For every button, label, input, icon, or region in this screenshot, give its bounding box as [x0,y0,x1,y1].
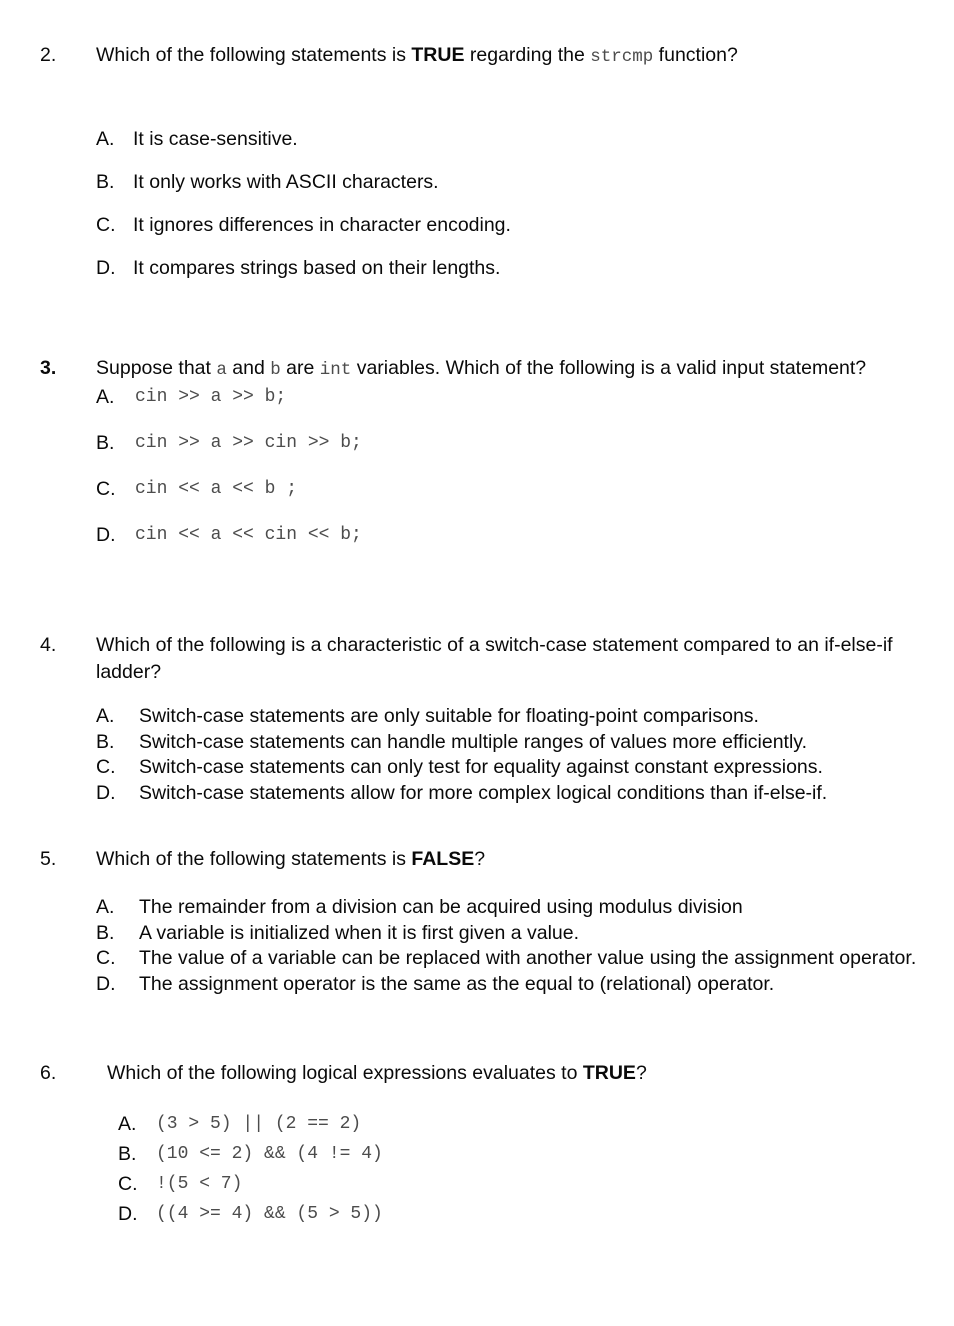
question-5-header [40,846,940,873]
question-2-prompt-seg-1: Which of the following statements is [96,44,412,66]
option-4-c-letter: C. [96,756,116,778]
option-2-c-text: It ignores differences in character encoding. [133,214,511,236]
option-6-b[interactable] [118,1139,940,1169]
option-2-d[interactable] [96,255,940,281]
question-block-2 [40,42,940,298]
question-3-prompt-code-a: a [216,360,227,380]
question-block-5 [40,846,940,997]
question-2-prompt-seg-2: TRUE [411,44,465,66]
question-3-prompt-code-b: b [270,360,281,380]
question-6-prompt-emphasis: TRUE [582,1062,636,1084]
option-3-d-text: cin << a << cin << b; [135,525,362,545]
question-3-options [96,384,940,549]
option-5-d[interactable] [96,972,940,998]
option-4-b-letter: B. [96,730,115,753]
option-2-d-text: It compares strings based on their lengths. [133,257,501,279]
option-3-c-letter: C. [96,478,116,500]
option-3-b-letter: B. [96,432,115,454]
option-5-c[interactable] [96,946,940,972]
question-2-header [40,42,940,71]
option-5-b[interactable] [96,921,940,947]
option-4-a-letter: A. [96,705,115,727]
question-4-options [96,704,940,806]
question-2-prompt-seg-5: function? [653,44,738,66]
option-4-a[interactable] [96,704,940,730]
option-6-c-text: !(5 < 7) [156,1174,243,1194]
option-6-a-text: (3 > 5) || (2 == 2) [156,1114,362,1134]
option-3-d[interactable] [96,522,940,549]
option-3-d-letter: D. [96,524,116,546]
question-4-header [40,632,940,686]
option-6-a[interactable] [118,1109,940,1139]
option-4-c[interactable] [96,755,940,781]
question-2-prompt-seg-3: regarding the [464,44,591,66]
option-6-b-letter: B. [118,1143,137,1165]
question-6-prompt-seg-1: Which of the following logical expressions evaluates to [107,1062,583,1084]
question-4-prompt: Which of the following is a characteristic of a switch-case statement compared to an if-else-if ladder? [96,634,893,683]
option-3-b[interactable] [96,430,940,457]
question-6-options [118,1109,940,1229]
question-block-3 [40,355,940,568]
question-2-prompt-code: strcmp [590,47,654,67]
option-4-d[interactable] [96,781,940,807]
option-4-b-text: Switch-case statements can handle multiple ranges of values more efficiently. [139,730,808,753]
question-4-number: 4. [40,634,57,656]
question-5-number: 5. [40,848,57,870]
option-6-d-text: ((4 >= 4) && (5 > 5)) [156,1204,383,1224]
option-2-c[interactable] [96,212,940,238]
option-4-d-text: Switch-case statements allow for more complex logical conditions than if-else-if. [139,781,828,804]
question-block-6 [40,1060,940,1229]
question-3-prompt-code-int: int [319,360,352,380]
question-5-prompt-seg-3: ? [474,848,486,870]
option-5-b-text: A variable is initialized when it is first given a value. [139,921,580,944]
option-2-b[interactable] [96,169,940,195]
option-3-a-letter: A. [96,386,115,408]
question-2-options [96,126,940,281]
option-5-b-letter: B. [96,921,115,944]
question-3-header [40,355,940,384]
option-2-a[interactable] [96,126,940,152]
question-5-prompt-seg-1: Which of the following statements is [96,848,412,870]
option-4-c-text: Switch-case statements can only test for equality against constant expressions. [139,756,823,778]
question-3-prompt-seg-1: Suppose that [96,357,217,379]
question-3-prompt-seg-7: variables. Which of the following is a valid input statement? [351,357,867,379]
option-3-a[interactable] [96,384,940,411]
option-6-a-letter: A. [118,1113,137,1135]
question-5-prompt [96,846,940,873]
option-5-a[interactable] [96,895,940,921]
option-5-a-text: The remainder from a division can be acquired using modulus division [139,896,743,918]
option-2-b-letter: B. [96,171,115,193]
option-6-c[interactable] [118,1169,940,1199]
option-3-a-text: cin >> a >> b; [135,387,287,407]
option-4-d-letter: D. [96,781,116,804]
question-6-prompt-seg-3: ? [635,1062,647,1084]
question-2-prompt [96,42,940,71]
question-6-header [40,1060,940,1087]
option-5-d-text: The assignment operator is the same as the equal to (relational) operator. [139,972,775,995]
option-4-a-text: Switch-case statements are only suitable for floating-point comparisons. [139,705,759,727]
question-6-number: 6. [40,1062,57,1084]
question-3-prompt [96,355,940,384]
option-2-d-letter: D. [96,257,116,279]
question-3-prompt-seg-3: and [226,357,271,379]
option-3-c-text: cin << a << b ; [135,479,298,499]
option-3-c[interactable] [96,476,940,503]
option-2-a-text: It is case-sensitive. [133,128,298,150]
option-6-d[interactable] [118,1199,940,1229]
option-6-c-letter: C. [118,1173,138,1195]
option-5-d-letter: D. [96,972,116,995]
option-6-d-letter: D. [118,1203,138,1225]
option-2-c-letter: C. [96,214,116,236]
question-5-options [96,895,940,997]
question-3-number: 3. [40,357,57,379]
question-2-number: 2. [40,44,57,66]
question-3-prompt-seg-5: are [280,357,320,379]
question-6-prompt [107,1060,940,1087]
option-6-b-text: (10 <= 2) && (4 != 4) [156,1144,383,1164]
option-5-c-text: The value of a variable can be replaced with another value using the assignment operator. [139,947,917,969]
question-block-4 [40,632,940,806]
option-5-c-letter: C. [96,947,116,969]
question-5-prompt-emphasis: FALSE [411,848,475,870]
option-4-b[interactable] [96,730,940,756]
option-5-a-letter: A. [96,896,115,918]
option-3-b-text: cin >> a >> cin >> b; [135,433,362,453]
option-2-a-letter: A. [96,128,115,150]
option-2-b-text: It only works with ASCII characters. [133,171,439,193]
